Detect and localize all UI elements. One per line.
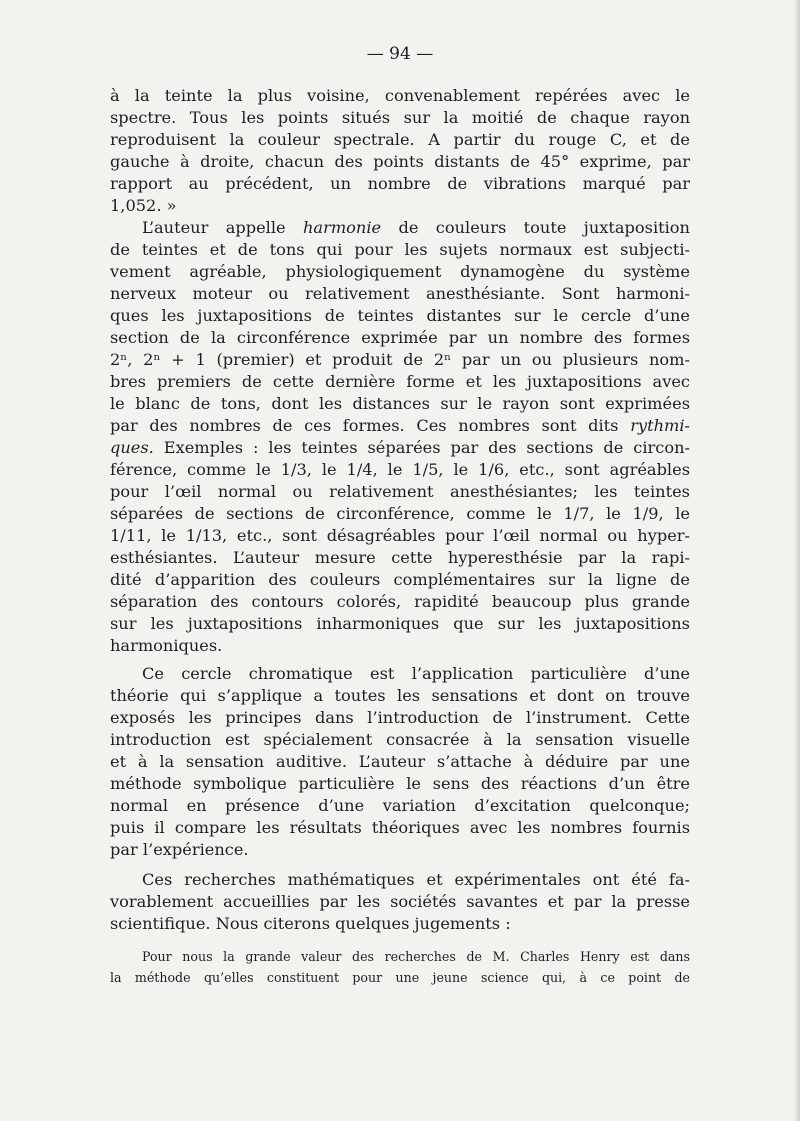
paragraph-line: esthésiantes. L’auteur mesure cette hyperesthésie par la rapi-	[110, 548, 690, 567]
paragraph-line: gauche à droite, chacun des points distants de 45° exprime, par	[110, 152, 690, 171]
paragraph-line: 1,052. »	[110, 196, 177, 215]
paragraph-line: puis il compare les résultats théoriques avec les nombres fournis	[110, 818, 690, 837]
paragraph-line: et à la sensation auditive. L’auteur s’attache à déduire par une	[110, 752, 690, 771]
paragraph-line: pour l’œil normal ou relativement anesthésiantes; les teintes	[110, 482, 690, 501]
italic-term: harmonie	[303, 218, 382, 237]
paragraph-line: vorablement accueillies par les sociétés savantes et par la presse	[110, 892, 690, 911]
paragraph-line: Ces recherches mathématiques et expérimentales ont été fa-	[142, 870, 690, 889]
paragraph-line: férence, comme le 1/3, le 1/4, le 1/5, le 1/6, etc., sont agréables	[110, 460, 690, 479]
paragraph-line: section de la circonférence exprimée par un nombre des formes	[110, 328, 690, 347]
page-number: — 94 —	[366, 44, 434, 64]
paragraph-line: par l’expérience.	[110, 840, 249, 859]
paragraph-line: dité d’apparition des couleurs complémentaires sur la ligne de	[110, 570, 690, 589]
paragraph-line: introduction est spécialement consacrée à la sensation visuelle	[110, 730, 690, 749]
paragraph-line: sur les juxtapositions inharmoniques que sur les juxtapositions	[110, 614, 690, 633]
italic-term: ques.	[110, 438, 154, 457]
paragraph-line: à la teinte la plus voisine, convenablement repérées avec le	[110, 86, 690, 105]
paragraph-line: Ce cercle chromatique est l’application particulière d’une	[142, 664, 690, 683]
paragraph-line: par des nombres de ces formes. Ces nombres sont dits rythmi-	[110, 416, 690, 435]
quote-line: Pour nous la grande valeur des recherches de M. Charles Henry est dans	[142, 949, 690, 964]
paragraph-line: reproduisent la couleur spectrale. A partir du rouge C, et de	[110, 130, 690, 149]
quote-line: la méthode qu’elles constituent pour une jeune science qui, à ce point de	[110, 970, 690, 985]
paragraph-line: méthode symbolique particulière le sens des réactions d’un être	[110, 774, 690, 793]
paragraph-line: L’auteur appelle harmonie de couleurs toute juxtaposition	[142, 218, 690, 237]
paragraph-line: 2ⁿ, 2ⁿ + 1 (premier) et produit de 2ⁿ par un ou plusieurs nom-	[110, 350, 690, 369]
paragraph-line: ques les juxtapositions de teintes distantes sur le cercle d’une	[110, 306, 690, 325]
page-edge-shadow	[794, 0, 800, 1121]
paragraph-line: scientifique. Nous citerons quelques jugements :	[110, 914, 511, 933]
paragraph-line: normal en présence d’une variation d’excitation quelconque;	[110, 796, 690, 815]
paragraph-line: nerveux moteur ou relativement anesthésiante. Sont harmoni-	[110, 284, 690, 303]
paragraph-line: de teintes et de tons qui pour les sujets normaux est subjecti-	[110, 240, 690, 259]
paragraph-line: 1/11, le 1/13, etc., sont désagréables pour l’œil normal ou hyper-	[110, 526, 690, 545]
paragraph-line: séparation des contours colorés, rapidité beaucoup plus grande	[110, 592, 690, 611]
paragraph-line: ques. Exemples : les teintes séparées par des sections de circon-	[110, 438, 690, 457]
paragraph-line: spectre. Tous les points situés sur la moitié de chaque rayon	[110, 108, 690, 127]
paragraph-line: bres premiers de cette dernière forme et les juxtapositions avec	[110, 372, 690, 391]
paragraph-line: séparées de sections de circonférence, comme le 1/7, le 1/9, le	[110, 504, 690, 523]
italic-term: rythmi-	[630, 416, 690, 435]
paragraph-line: le blanc de tons, dont les distances sur le rayon sont exprimées	[110, 394, 690, 413]
paragraph-line: vement agréable, physiologiquement dynamogène du système	[110, 262, 690, 281]
paragraph-line: théorie qui s’applique a toutes les sensations et dont on trouve	[110, 686, 690, 705]
paragraph-line: exposés les principes dans l’introduction de l’instrument. Cette	[110, 708, 690, 727]
paragraph-line: harmoniques.	[110, 636, 223, 655]
paragraph-line: rapport au précédent, un nombre de vibrations marqué par	[110, 174, 690, 193]
